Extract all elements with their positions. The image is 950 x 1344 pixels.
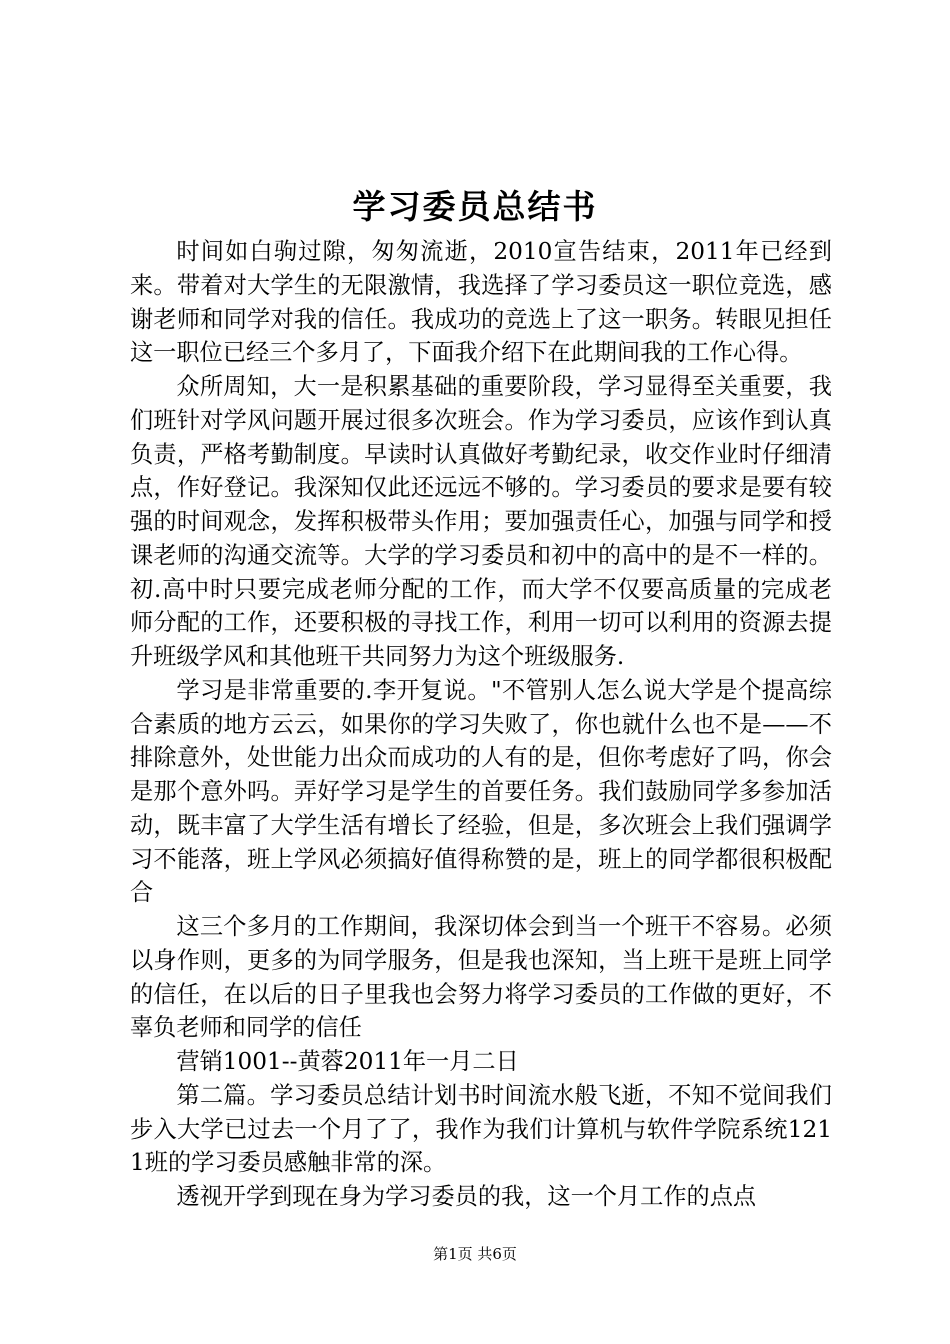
page-number-footer: 第1页 共6页 [433, 1245, 517, 1263]
document-body [130, 235, 832, 1214]
paragraph: 众所周知，大一是积累基础的重要阶段，学习显得至关重要，我们班针对学风问题开展过很多次班会。作为学习委员，应该作到认真负责，严格考勤制度。早读时认真做好考勤纪录，收交作业时仔细清点，作好登记。我深知仅此还远远不够的。学习委员的要求是要有较强的时间观念，发挥积极带头作用；要加强责任心，加强与同学和授课老师的沟通交流等。大学的学习委员和初中的高中的是不一样的。初.高中时只要完成老师分配的工作，而大学不仅要高质量的完成老师分配的工作，还要积极的寻找工作，利用一切可以利用的资源去提升班级学风和其他班干共同努力为这个班级服务. [130, 373, 832, 670]
paragraph: 透视开学到现在身为学习委员的我，这一个月工作的点点 [176, 1183, 757, 1210]
document-title: 学习委员总结书 [352, 187, 598, 226]
paragraph: 学习是非常重要的.李开复说。"不管别人怎么说大学是个提高综合素质的地方云云，如果你的学习失败了，你也就什么也不是——不排除意外，处世能力出众而成功的人有的是，但你考虑好了吗，你会是那个意外吗。弄好学习是学生的首要任务。我们鼓励同学多参加活动，既丰富了大学生活有增长了经验，但是，多次班会上我们强调学习不能落，班上学风必须搞好值得称赞的是，班上的同学都很积极配合 [130, 676, 832, 907]
paragraph: 这三个多月的工作期间，我深切体会到当一个班干不容易。必须以身作则，更多的为同学服务，但是我也深知，当上班干是班上同学的信任，在以后的日子里我也会努力将学习委员的工作做的更好，不辜负老师和同学的信任 [130, 913, 832, 1042]
signature-line: 营销1001--黄蓉2011年一月二日 [176, 1048, 519, 1075]
paragraph: 第二篇。学习委员总结计划书时间流水般飞逝，不知不觉间我们步入大学已过去一个月了了，我作为我们计算机与软件学院系统1211班的学习委员感触非常的深。 [130, 1081, 832, 1177]
paragraph: 时间如白驹过隙，匆匆流逝，2010宣告结束，2011年已经到来。带着对大学生的无限激情，我选择了学习委员这一职位竞选，感谢老师和同学对我的信任。我成功的竞选上了这一职务。转眼见担任这一职位已经三个多月了，下面我介绍下在此期间我的工作心得。 [130, 238, 832, 367]
